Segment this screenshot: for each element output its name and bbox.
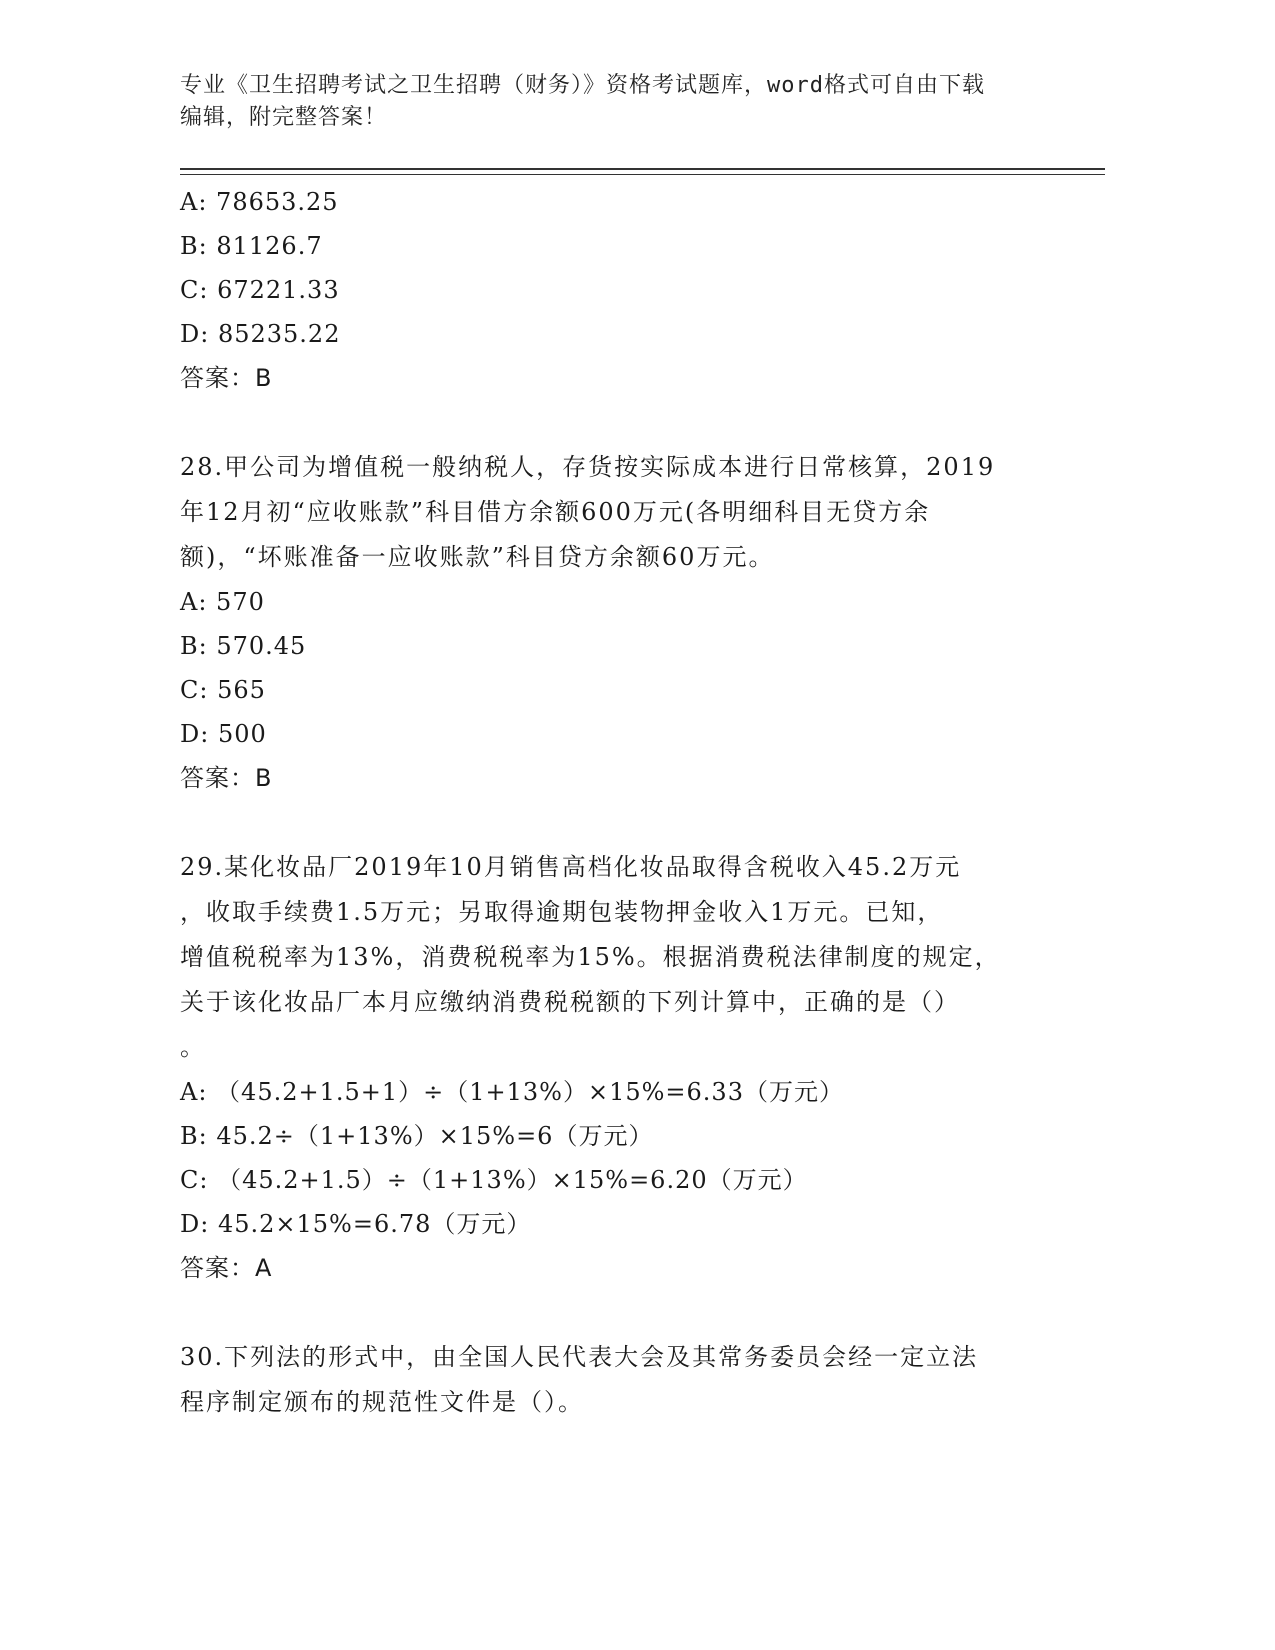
question-30-block: [180, 1335, 1040, 1425]
question-text: [180, 445, 1040, 580]
question-28-block: [180, 445, 1040, 800]
question-line: 增值税税率为13%，消费税税率为15%。根据消费税法律制度的规定，: [180, 943, 1001, 971]
question-list: [180, 180, 1040, 1425]
question-line: 。: [180, 1033, 206, 1061]
question-line: 关于该化妆品厂本月应缴纳消费税税额的下列计算中，正确的是（）: [180, 988, 960, 1016]
question-27-block: [180, 180, 1040, 400]
option-d: D: 85235.22: [180, 320, 341, 348]
option-a: A: 570: [180, 588, 265, 616]
question-line: 30.下列法的形式中，由全国人民代表大会及其常务委员会经一定立法: [180, 1343, 979, 1371]
question-line: 程序制定颁布的规范性文件是（）。: [180, 1388, 584, 1416]
question-text: [180, 845, 1040, 1070]
option-d: D: 500: [180, 720, 267, 748]
header-divider-thick: [180, 168, 1105, 170]
option-c: C: 565: [180, 676, 266, 704]
option-a: A: 78653.25: [180, 188, 339, 216]
option-b: B: 81126.7: [180, 232, 323, 260]
option-b: B: 570.45: [180, 632, 307, 660]
question-29-block: [180, 845, 1040, 1290]
document-header: [180, 70, 1040, 134]
header-line-2: 编辑，附完整答案！: [180, 105, 388, 130]
option-a: A: （45.2+1.5+1）÷（1+13%）×15%=6.33（万元）: [180, 1078, 844, 1106]
question-line: ，收取手续费1.5万元；另取得逾期包装物押金收入1万元。已知，: [180, 898, 944, 926]
question-line: 年12月初“应收账款”科目借方余额600万元(各明细科目无贷方余: [180, 498, 931, 526]
answer-line: 答案：B: [180, 764, 273, 792]
answer-line: 答案：A: [180, 1254, 273, 1282]
header-line-1: 专业《卫生招聘考试之卫生招聘（财务）》资格考试题库，word格式可自由下载: [180, 73, 985, 98]
option-c: C: （45.2+1.5）÷（1+13%）×15%=6.20（万元）: [180, 1166, 808, 1194]
question-text: [180, 1335, 1040, 1425]
question-line: 28.甲公司为增值税一般纳税人，存货按实际成本进行日常核算，2019: [180, 453, 996, 481]
question-line: 29.某化妆品厂2019年10月销售高档化妆品取得含税收入45.2万元: [180, 853, 962, 881]
answer-line: 答案：B: [180, 364, 273, 392]
option-d: D: 45.2×15%=6.78（万元）: [180, 1210, 532, 1238]
option-b: B: 45.2÷（1+13%）×15%=6（万元）: [180, 1122, 654, 1150]
header-divider-thin: [180, 174, 1105, 175]
option-c: C: 67221.33: [180, 276, 340, 304]
question-line: 额)，“坏账准备一应收账款”科目贷方余额60万元。: [180, 543, 775, 571]
